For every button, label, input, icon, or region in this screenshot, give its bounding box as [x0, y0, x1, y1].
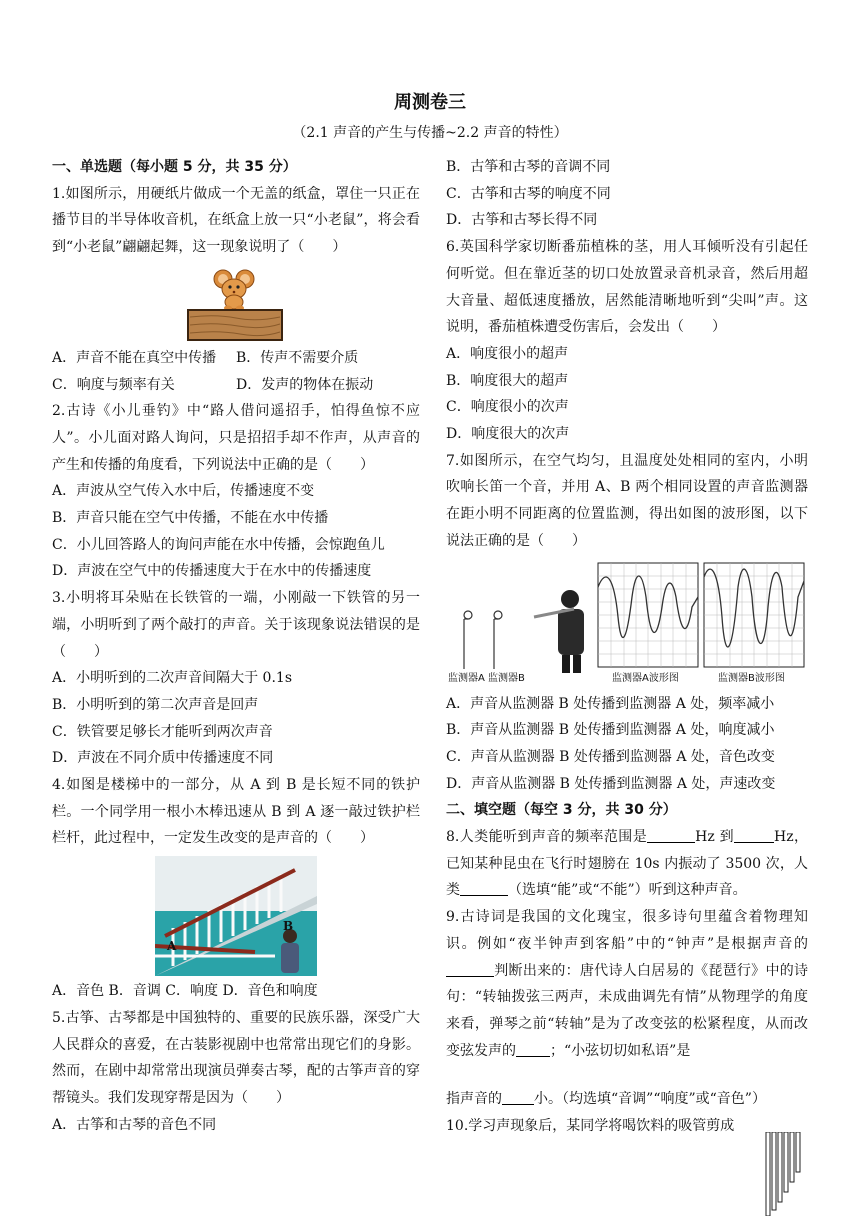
q7-option-b[interactable]: B．声音从监测器 B 处传播到监测器 A 处，响度减小 — [446, 722, 775, 739]
question-6-stem: 6.英国科学家切断番茄植株的茎，用人耳倾听没有引起任何听觉。但在靠近茎的切口处放置录音机录音，然后用超大音量、超低速度播放，居然能清晰地听到“尖叫”声。这说明，番茄植株遭受伤害后，会发出（ ） — [446, 239, 808, 336]
q6-option-b[interactable]: B．响度很大的超声 — [446, 372, 569, 389]
section-heading-single-choice: 一、单选题（每小题 5 分，共 35 分） — [52, 159, 297, 175]
q5-option-d[interactable]: D．古筝和古琴长得不同 — [446, 212, 598, 229]
question-1-options-row1 — [52, 345, 420, 372]
q3-option-c[interactable]: C．铁管要足够长才能听到两次声音 — [52, 723, 273, 740]
q8-text-1: 8.人类能听到声音的频率范围是 — [446, 829, 648, 846]
page-title: 周测卷三 — [394, 92, 466, 113]
page-subtitle: （2.1 声音的产生与传播~2.2 声音的特性） — [292, 125, 568, 141]
q8-text-2: Hz 到 — [695, 829, 734, 846]
q1-option-a[interactable]: A．声音不能在真空中传播 — [52, 349, 217, 366]
q8-text-4: （选填“能”或“不能”）听到这种声音。 — [508, 882, 747, 899]
q2-option-d[interactable]: D．声波在空气中的传播速度大于在水中的传播速度 — [52, 563, 372, 580]
q1-option-d[interactable]: D．发声的物体在振动 — [236, 376, 374, 393]
q5-option-c[interactable]: C．古筝和古琴的响度不同 — [446, 185, 611, 202]
q4-label-a: A — [167, 939, 177, 954]
q9-text-3: ；“小弦切切如私语”是 — [550, 1042, 691, 1059]
q5-option-a[interactable]: A．古筝和古琴的音色不同 — [52, 1116, 217, 1133]
section-heading-fill-blank: 二、填空题（每空 3 分，共 30 分） — [446, 802, 677, 819]
question-1-options-row2 — [52, 372, 420, 399]
q9-text-4: 指声音的 — [446, 1091, 502, 1108]
q2-option-c[interactable]: C．小儿回答路人的询问声能在水中传播，会惊跑鱼儿 — [52, 536, 385, 553]
q7-wave-a-label: 监测器A波形图 — [612, 672, 679, 684]
question-9 — [446, 904, 808, 1064]
q6-option-a[interactable]: A．响度很小的超声 — [446, 345, 569, 362]
q3-option-b[interactable]: B．小明听到的第二次声音是回声 — [52, 696, 259, 713]
q7-option-d[interactable]: D．声音从监测器 B 处传播到监测器 A 处，声速改变 — [446, 775, 776, 792]
q7-option-a[interactable]: A．声音从监测器 B 处传播到监测器 A 处，频率减小 — [446, 695, 775, 712]
q9-text-1: 9.古诗词是我国的文化瑰宝，很多诗句里蕴含着物理知识。例如“夜半钟声到客船”中的“钟声”是根据声音的 — [446, 909, 808, 952]
q7-monitor-labels: 监测器A 监测器B — [448, 672, 525, 684]
q3-option-d[interactable]: D．声波在不同介质中传播速度不同 — [52, 750, 274, 767]
q3-option-a[interactable]: A．小明听到的二次声音间隔大于 0.1s — [52, 670, 293, 687]
q8-blank-2[interactable] — [734, 828, 774, 843]
q9-blank-3[interactable] — [502, 1090, 534, 1105]
question-7-stem: 7.如图所示，在空气均匀，且温度处处相同的室内，小明吹响长笛一个音，并用 A、B 两个相同设置的声音监测器在距小明不同距离的位置监测，得出如图的波形图，以下说法正确的是（ ） — [446, 452, 808, 549]
question-3-stem: 3.小明将耳朵贴在长铁管的一端，小刚敲一下铁管的另一端，小明听到了两个敲打的声音。关于该现象说法错误的是（ ） — [52, 590, 420, 660]
question-10-stem: 10.学习声现象后，某同学将喝饮料的吸管剪成 — [446, 1118, 735, 1135]
flute-monitor-waveform-figure — [446, 557, 806, 687]
q9-text-5: 小。（均选填“音调”“响度”或“音色”） — [534, 1091, 766, 1108]
q1-option-b[interactable]: B．传声不需要介质 — [236, 349, 359, 366]
question-5-stem: 5.古筝、古琴都是中国独特的、重要的民族乐器，深受广大人民群众的喜爱，在古装影视剧中也常常出现它们的身影。然而，在剧中却常常出现演员弹奏古琴，配的古筝声音的穿帮镜头。我们发现穿帮是因为（ ） — [52, 1009, 420, 1106]
q2-option-a[interactable]: A．声波从空气传入水中后，传播速度不变 — [52, 483, 315, 500]
q4-options[interactable]: A．音色 B．音调 C．响度 D．音色和响度 — [52, 983, 318, 1000]
q4-label-b: B — [283, 919, 294, 934]
q6-option-c[interactable]: C．响度很小的次声 — [446, 399, 569, 416]
question-4-stem: 4.如图是楼梯中的一部分，从 A 到 B 是长短不同的铁护栏。一个同学用一根小木棒迅速从 B 到 A 逐一敲过铁护栏栏杆，此过程中，一定发生改变的是声音的（ ） — [52, 777, 420, 847]
q7-figure — [446, 557, 808, 689]
q9-text-2: 判断出来的：唐代诗人白居易的《琵琶行》中的诗句：“转轴拨弦三两声，未成曲调先有情”从物理学的角度来看，弹琴之前“转轴”是为了改变弦的松紧程度，从而改变弦发声的 — [446, 962, 808, 1059]
q7-option-c[interactable]: C．声音从监测器 B 处传播到监测器 A 处，音色改变 — [446, 748, 775, 765]
right-column — [446, 154, 808, 1140]
q8-blank-3[interactable] — [460, 881, 508, 896]
q6-option-d[interactable]: D．响度很大的次声 — [446, 426, 570, 443]
question-9-continued — [446, 1086, 808, 1113]
q8-blank-1[interactable] — [647, 828, 695, 843]
question-8 — [446, 824, 808, 904]
question-2-stem: 2.古诗《小儿垂钓》中“路人借问遥招手，怕得鱼惊不应人”。小儿面对路人询问，只是招招手却不作声，从声音的产生和传播的角度看，下列说法中正确的是（ ） — [52, 403, 420, 473]
straws-figure — [764, 1132, 806, 1216]
q2-option-b[interactable]: B．声音只能在空气中传播，不能在水中传播 — [52, 510, 329, 527]
q7-wave-b-label: 监测器B波形图 — [718, 672, 785, 684]
q8-text-3: Hz，已知某种昆虫在飞行时翅膀在 10s 内振动了 3500 次，人类 — [446, 829, 808, 899]
q9-blank-1[interactable] — [446, 962, 494, 977]
q5-option-b[interactable]: B．古筝和古琴的音调不同 — [446, 159, 611, 175]
left-column — [52, 154, 420, 1138]
q9-blank-2[interactable] — [516, 1042, 550, 1057]
mouse-on-box-figure — [186, 265, 286, 343]
staircase-photo — [155, 856, 317, 976]
q4-figure — [52, 856, 420, 976]
q1-option-c[interactable]: C．响度与频率有关 — [52, 376, 175, 393]
question-1-stem: 1.如图所示，用硬纸片做成一个无盖的纸盒，罩住一只正在播节目的半导体收音机，在纸盒上放一只“小老鼠”，将会看到“小老鼠”翩翩起舞，这一现象说明了（ ） — [52, 185, 420, 256]
q1-figure — [52, 265, 420, 343]
